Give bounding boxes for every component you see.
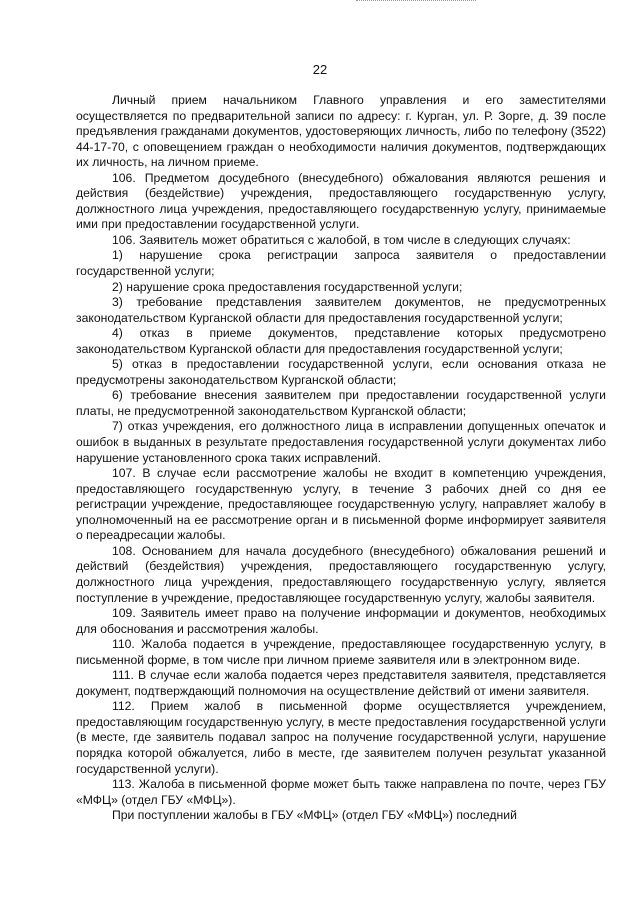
paragraph-106-subject: 106. Предметом досудебного (внесудебного) обжалования являются решения и действия (бездействие) учреждения, предоставляющего государственную услугу, должностного лица учреждения, предоставляющего государственную услугу, принимаемые ими при предоставлении государственной услуги. (76, 170, 606, 232)
page-number: 22 (312, 62, 328, 77)
paragraph-112: 112. Прием жалоб в письменной форме осуществляется учреждением, предоставляющим государственную услугу, в месте предоставления государственной услуги (в месте, где заявитель подавал запрос на получение государственной услуги, нарушение порядка которой обжалуется, либо в месте, где заявителем получен результат указанной государственной услуги). (76, 699, 606, 776)
paragraph-mfc-receipt: При поступлении жалобы в ГБУ «МФЦ» (отдел ГБУ «МФЦ») последний (112, 808, 517, 823)
document-body (76, 93, 606, 824)
list-item-6: 6) требование внесения заявителем при предоставлении государственной услуги платы, не предусмотренной законодательством Курганской области; (76, 388, 606, 418)
paragraph-109: 109. Заявитель имеет право на получение информации и документов, необходимых для обоснования и рассмотрения жалобы. (76, 606, 606, 636)
paragraph-106-cases: 106. Заявитель может обратиться с жалобой, в том числе в следующих случаях: (112, 232, 571, 247)
list-item-3: 3) требование представления заявителем документов, не предусмотренных законодательством Курганской области для предоставления государственной услуги; (76, 295, 606, 325)
paragraph-110: 110. Жалоба подается в учреждение, предоставляющее государственную услугу, в письменной форме, в том числе при личном приеме заявителя или в электронном виде. (76, 637, 606, 667)
paragraph-107: 107. В случае если рассмотрение жалобы не входит в компетенцию учреждения, предоставляющего государственную услугу, в течение 3 рабочих дней со дня ее регистрации учреждение, предоставляющее государственную услугу, направляет жалобу в уполномоченный на ее рассмотрение орган и в письменной форме информирует заявителя о переадресации жалобы. (76, 466, 606, 543)
list-item-5: 5) отказ в предоставлении государственной услуги, если основания отказа не предусмотрены законодательством Курганской области; (76, 357, 606, 387)
paragraph-personal-reception: Личный прием начальником Главного управления и его заместителями осуществляется по предварительной записи по адресу: г. Курган, ул. Р. Зорге, д. 39 после предъявления гражданами документов, удостоверяющих личность, либо по телефону (3522) 44-17-70, с оповещением граждан о необходимости наличия документов, подтверждающих их личность, на личном приеме. (76, 93, 606, 170)
scan-edge-marks (356, 0, 476, 4)
list-item-1: 1) нарушение срока регистрации запроса заявителя о предоставлении государственной услуги; (76, 248, 606, 279)
list-item-7: 7) отказ учреждения, его должностного лица в исправлении допущенных опечаток и ошибок в выданных в результате предоставления государственной услуги документах либо нарушение установленного срока таких исправлений. (76, 419, 606, 465)
paragraph-108: 108. Основанием для начала досудебного (внесудебного) обжалования решений и действий (бездействия) учреждения, предоставляющего государственную услугу, должностного лица учреждения, предоставляющего государственную услугу, является поступление в учреждение, предоставляющее государственную услугу, жалобы заявителя. (76, 543, 606, 605)
list-item-2: 2) нарушение срока предоставления государственной услуги; (112, 279, 463, 294)
paragraph-111: 111. В случае если жалоба подается через представителя заявителя, представляется документ, подтверждающий полномочия на осуществление действий от имени заявителя. (76, 668, 606, 698)
list-item-4: 4) отказ в приеме документов, представление которых предусмотрено законодательством Курганской области для предоставления государственной услуги; (76, 326, 606, 356)
paragraph-113: 113. Жалоба в письменной форме может быть также направлена по почте, через ГБУ «МФЦ» (отдел ГБУ «МФЦ»). (76, 777, 606, 807)
